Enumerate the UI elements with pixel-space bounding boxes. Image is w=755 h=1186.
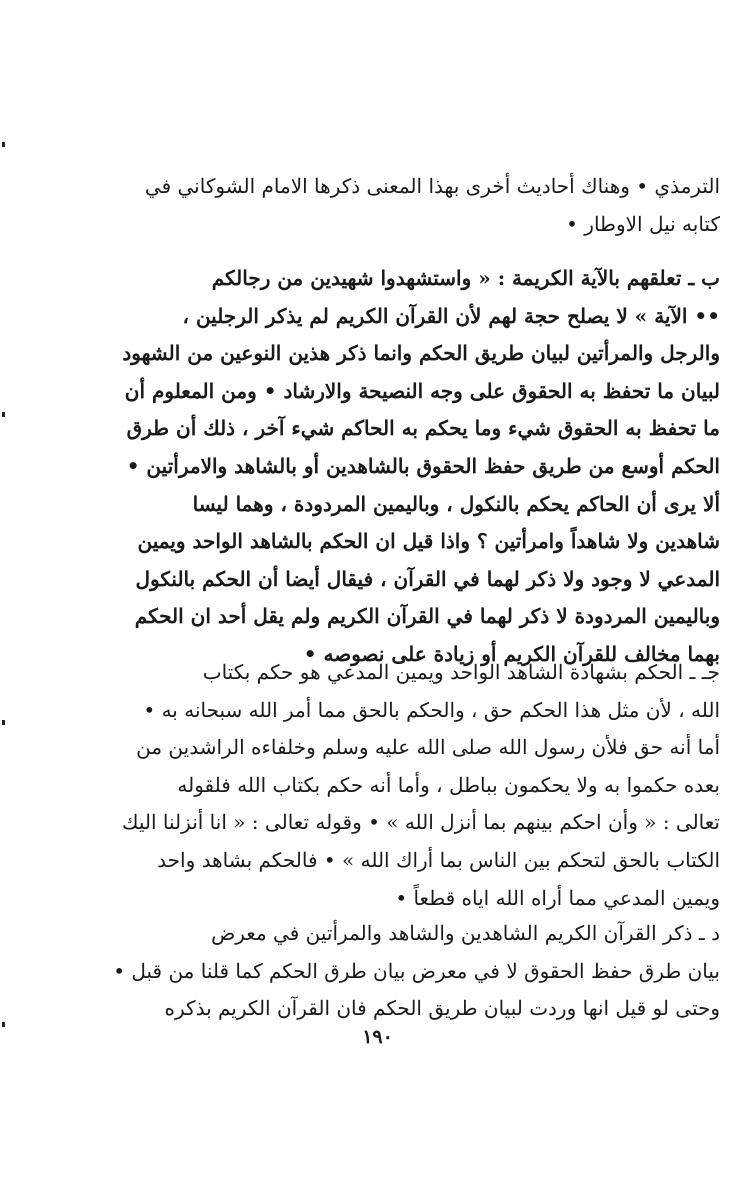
text-line: جـ ـ الحكم بشهادة الشاهد الواحد ويمين المدعي هو حكم بكتاب (202, 660, 720, 684)
paragraph-continuation (40, 168, 720, 243)
text-line: ألا يرى أن الحاكم يحكم بالنكول ، وباليمين المردودة ، وهما ليسا (192, 491, 720, 516)
text-line: المدعي لا وجود ولا ذكر لهما في القرآن ، فيقال أيضا أن الحكم بالنكول (135, 566, 720, 591)
text-line: د ـ ذكر القرآن الكريم الشاهدين والشاهد والمرأتين في معرض (211, 921, 720, 945)
text-line: ما تحفظ به الحقوق شيء وما يحكم به الحاكم شيء آخر ، ذلك أن طرق (126, 416, 720, 441)
text-line: أما أنه حق فلأن رسول الله صلى الله عليه وسلم وخلفاءه الراشدين من (136, 735, 720, 760)
margin-mark (2, 720, 5, 725)
text-line: شاهدين ولا شاهداً وامرأتين ؟ واذا قيل ان الحكم بالشاهد الواحد ويمين (137, 529, 720, 554)
text-line: •• الآية » لا يصلح حجة لهم لأن القرآن الكريم لم يذكر الرجلين ، (182, 303, 720, 328)
page-number: ١٩٠ (362, 1026, 393, 1048)
text-line: ب ـ تعلقهم بالآية الكريمة : « واستشهدوا شهيدين من رجالكم (211, 266, 720, 290)
text-line: لبيان ما تحفظ به الحقوق على وجه النصيحة والارشاد • ومن المعلوم أن (124, 378, 720, 403)
text-line: وباليمين المردودة لا ذكر لهما في القرآن الكريم ولم يقل أحد ان الحكم (134, 604, 720, 629)
text-line: بيان طرق حفظ الحقوق لا في معرض بيان طرق الحكم كما قلنا من قبل • (113, 958, 720, 983)
text-line: الترمذي • وهناك أحاديث أخرى بهذا المعنى ذكرها الامام الشوكاني في (144, 174, 720, 198)
text-line: الله ، لأن مثل هذا الحكم حق ، والحكم بالحق مما أمر الله سبحانه به • (143, 697, 720, 722)
paragraph-jim (40, 654, 720, 917)
paragraph-dal (40, 915, 720, 1028)
text-line: بهما مخالف للقرآن الكريم أو زيادة على نصوصه • (303, 641, 720, 666)
text-line: بعده حكموا به ولا يحكمون بباطل ، وأما أنه حكم بكتاب الله فلقوله (177, 772, 720, 797)
text-line: تعالى : « وأن احكم بينهم بما أنزل الله » • وقوله تعالى : « انا أنزلنا اليك (122, 810, 720, 835)
text-line: والرجل والمرأتين لبيان طريق الحكم وانما ذكر هذين النوعين من الشهود (122, 341, 720, 366)
text-line: وحتى لو قيل انها وردت لبيان طريق الحكم فان القرآن الكريم بذكره (164, 996, 720, 1021)
text-line: الحكم أوسع من طريق حفظ الحقوق بالشاهدين أو بالشاهد والامرأتين • (126, 453, 720, 478)
text-line: الكتاب بالحق لتحكم بين الناس بما أراك الله » • فالحكم بشاهد واحد (157, 847, 720, 872)
text-line: كتابه نيل الاوطار • (566, 211, 720, 236)
text-line: ويمين المدعي مما أراه الله اياه قطعاً • (395, 885, 720, 910)
margin-mark (2, 412, 5, 417)
paragraph-ba (40, 260, 720, 674)
margin-mark (2, 142, 5, 147)
